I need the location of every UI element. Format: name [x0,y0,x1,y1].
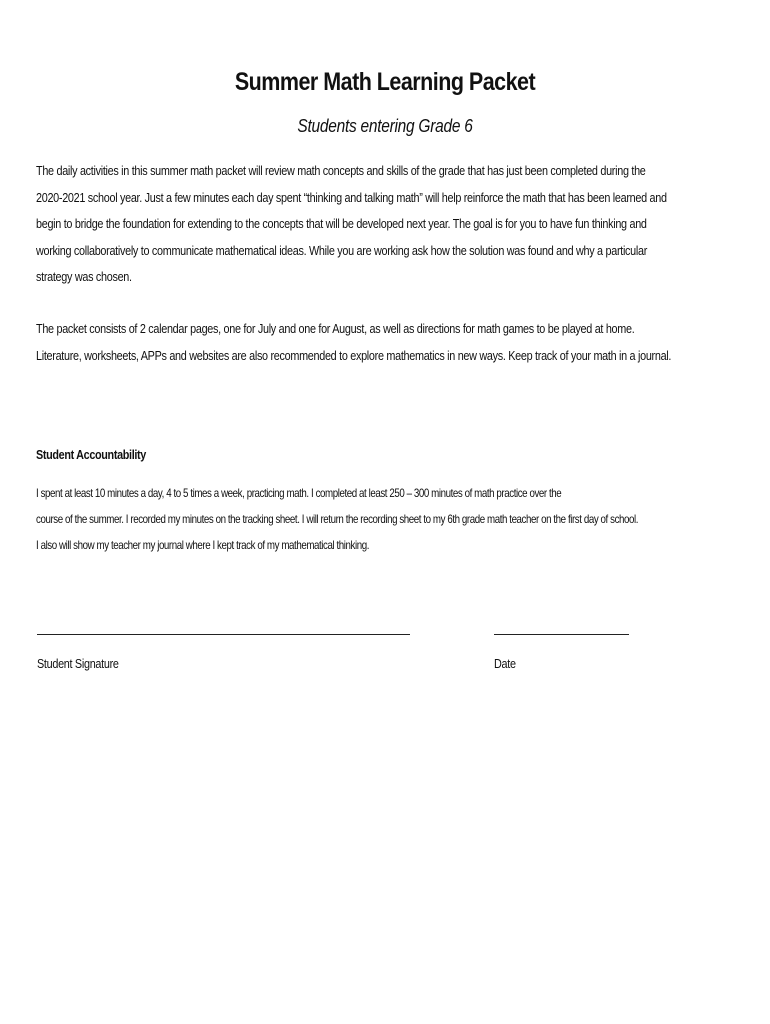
intro-paragraph: The daily activities in this summer math packet will review math concepts and skills of the grade that has just been completed during the 2020-2021 school year. Just a few minutes each day spent “thinking and talking math” will help reinforce the math that has been learned and begin to bridge the foundation for extending to the concepts that will be developed next year. The goal is for you to have fun thinking and working collaboratively to communicate mathematical ideas. While you are working ask how the solution was found and why a particular strategy was chosen. [36,164,667,284]
accountability-statement [36,481,725,559]
accountability-line: course of the summer. I recorded my minutes on the tracking sheet. I will return the recording sheet to my 6th grade math teacher on the first day of school. [36,513,639,526]
packet-description-paragraph: The packet consists of 2 calendar pages, one for July and one for August, as well as directions for math games to be played at home. Literature, worksheets, APPs and websites are also recommended to explore mathematics in new ways. Keep track of your math in a journal. [36,322,672,363]
page-subtitle: Students entering Grade 6 [297,116,473,136]
accountability-heading: Student Accountability [36,448,146,462]
student-signature-line[interactable] [37,634,410,635]
date-line[interactable] [494,634,629,635]
accountability-line: I also will show my teacher my journal where I kept track of my mathematical thinking. [36,539,370,552]
student-signature-label: Student Signature [37,657,119,671]
accountability-line: I spent at least 10 minutes a day, 4 to 5 times a week, practicing math. I completed at least 250 – 300 minutes of math practice over the [36,487,562,500]
date-label: Date [494,657,516,671]
page-title: Summer Math Learning Packet [234,68,536,96]
